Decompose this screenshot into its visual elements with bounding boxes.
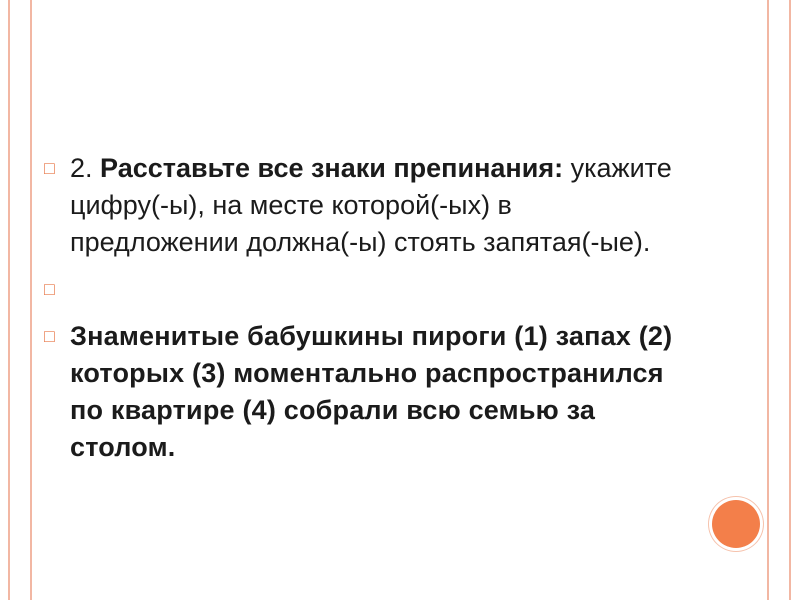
square-bullet-icon: □ <box>44 326 55 346</box>
frame-line-right-outer <box>789 0 791 600</box>
empty-bullet <box>44 271 684 308</box>
task-normal-part: укажите цифру(-ы), на месте которой(-ых) в предложении должна(-ы) стоять запятая(-ые). <box>70 153 672 257</box>
task-bullet <box>44 150 684 261</box>
task-bold-part: Расставьте все знаки препинания: <box>100 153 564 183</box>
sentence-text: Знаменитые бабушкины пироги (1) запах (2) которых (3) моментально распространился по квартире (4) собрали всю семью за столом. <box>70 321 673 462</box>
task-number: 2. <box>70 153 93 183</box>
square-bullet-icon: □ <box>44 158 55 178</box>
frame-line-left-inner <box>30 0 32 600</box>
frame-line-left-outer <box>8 0 10 600</box>
accent-circle-decoration <box>712 500 760 548</box>
frame-line-right-inner <box>767 0 769 600</box>
square-bullet-icon: □ <box>44 279 55 299</box>
sentence-bullet <box>44 318 684 466</box>
task-text <box>70 150 684 261</box>
slide-content <box>44 150 684 466</box>
